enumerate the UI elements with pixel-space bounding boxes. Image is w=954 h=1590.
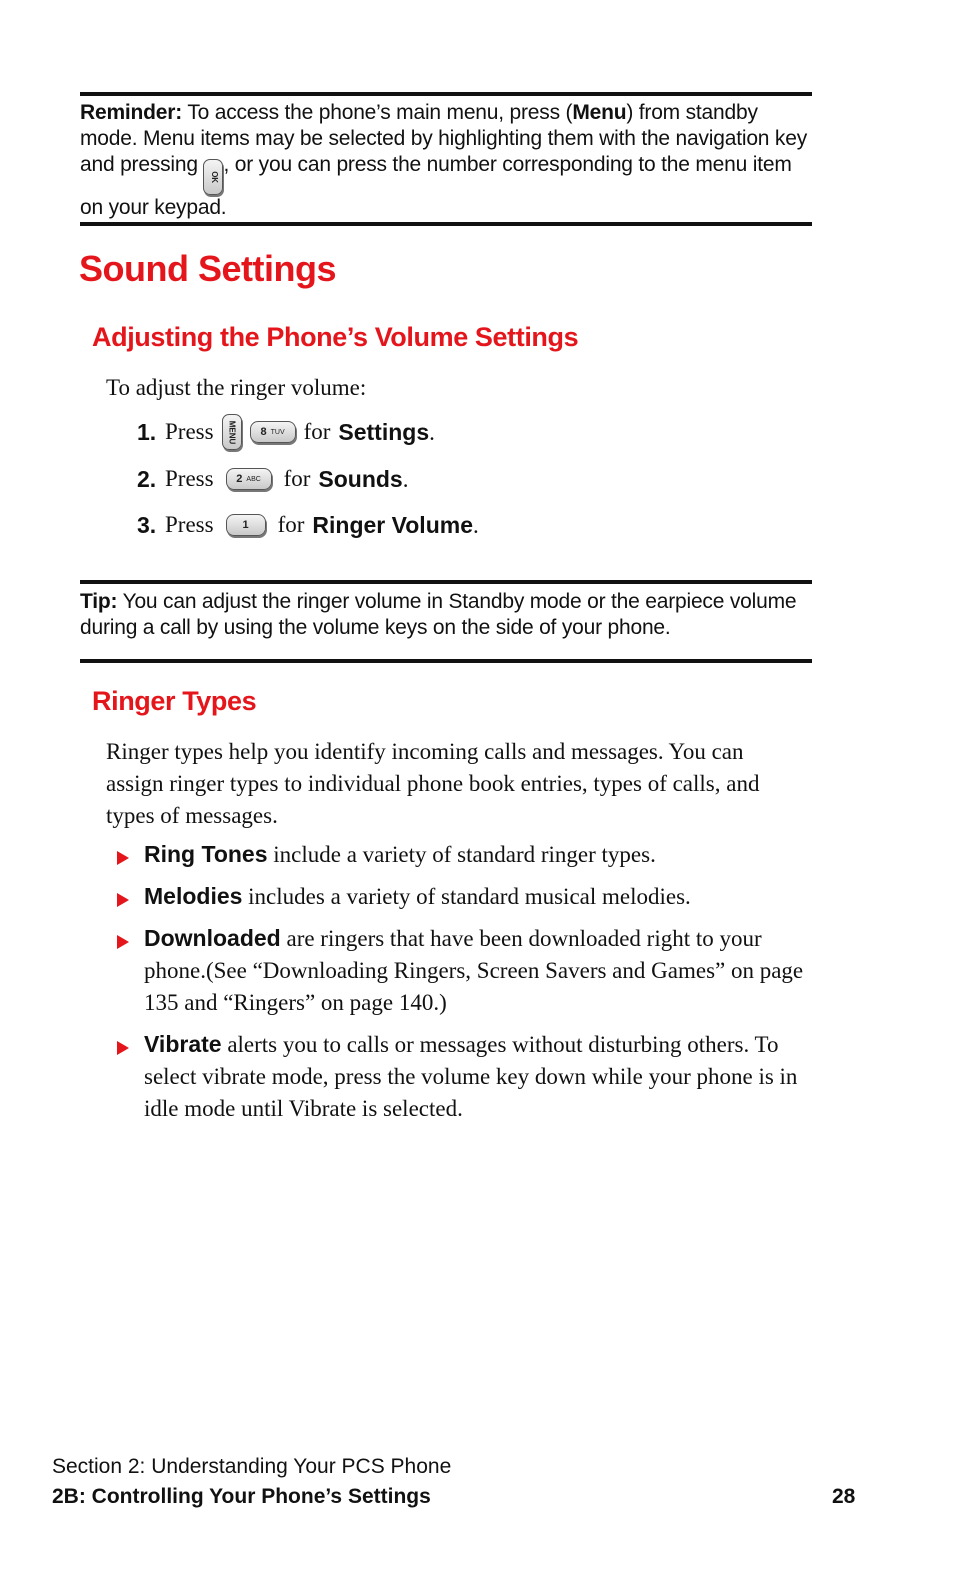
tip-top-rule (80, 580, 812, 584)
bullet-arrow-icon (117, 851, 129, 865)
ringer-heading: Ringer Types (92, 686, 257, 716)
key-1-icon: 1 (226, 514, 266, 536)
bullet-arrow-icon (117, 893, 129, 907)
volume-heading: Adjusting the Phone’s Volume Settings (92, 322, 579, 352)
tip-note: Tip: You can adjust the ringer volume in Standby mode or the earpiece volume during a call by using the volume keys on the side of your phone. (80, 590, 797, 639)
step-1: 1. Press MENU 8 TUV for Settings. (137, 414, 435, 450)
menu-key-icon: MENU (222, 414, 242, 450)
bullet-arrow-icon (117, 935, 129, 949)
reminder-note: Reminder: To access the phone’s main menu, press (Menu) from standby mode. Menu items may be selected by highlighting them with the navigation key and pressing OK , or you can press the number corresponding to the menu item on your keypad. (80, 101, 808, 219)
bullet-arrow-icon (117, 1041, 129, 1055)
ringer-volume-target: Ringer Volume (312, 511, 473, 538)
list-item: Downloaded are ringers that have been downloaded right to your phone.(See “Downloading Ringers, Screen Savers and Games” on page 135 and “Ringers” on page 140.) (117, 922, 817, 1019)
sounds-target: Sounds (318, 465, 403, 492)
menu-word: Menu (572, 101, 627, 124)
volume-intro: To adjust the ringer volume: (106, 375, 367, 400)
tip-bottom-rule (80, 659, 812, 663)
key-8-icon: 8 TUV (250, 421, 296, 443)
list-item: Melodies includes a variety of standard musical melodies. (117, 880, 817, 913)
step-3: 3. Press 1 for Ringer Volume. (137, 511, 479, 538)
reminder-label: Reminder: (80, 101, 183, 124)
ok-key-icon: OK (203, 159, 223, 195)
tip-label: Tip: (80, 590, 118, 613)
reminder-bottom-rule (80, 222, 812, 226)
footer-section: Section 2: Understanding Your PCS Phone (52, 1455, 452, 1478)
step-2: 2. Press 2 ABC for Sounds. (137, 465, 409, 492)
footer-chapter: 2B: Controlling Your Phone’s Settings (52, 1485, 431, 1508)
settings-target: Settings (338, 418, 430, 445)
list-item: Ring Tones include a variety of standard ringer types. (117, 838, 817, 871)
reminder-top-rule (80, 92, 812, 96)
key-2-icon: 2 ABC (226, 468, 272, 490)
ringer-intro: Ringer types help you identify incoming calls and messages. You can assign ringer types to individual phone book entries, types of calls, and types of messages. (106, 739, 760, 828)
list-item: Vibrate alerts you to calls or messages without disturbing others. To select vibrate mode, press the volume key down while your phone is in idle mode until Vibrate is selected. (117, 1028, 817, 1125)
page-number: 28 (832, 1485, 856, 1508)
ringer-bullet-list (117, 838, 817, 1134)
page-title: Sound Settings (79, 248, 336, 289)
